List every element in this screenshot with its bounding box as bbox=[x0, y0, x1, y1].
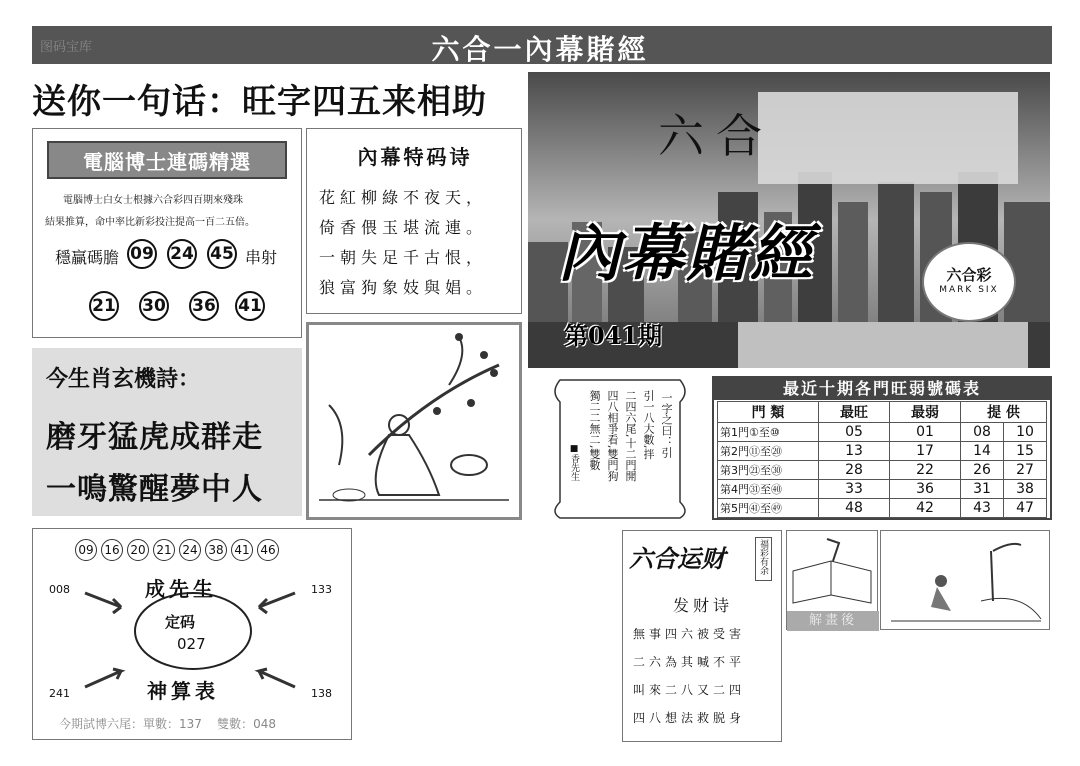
max-cell: 33 bbox=[819, 480, 890, 499]
mark-six-logo-en: MARK SIX bbox=[939, 285, 999, 295]
stable-label: 穩贏碼膽 bbox=[55, 248, 120, 267]
special-poem-line: 狼富狗象妓與娼。 bbox=[319, 278, 488, 297]
top-number: 46 bbox=[257, 539, 279, 561]
calc-center-label: 定码 bbox=[165, 613, 196, 631]
provide-cell: 08 bbox=[961, 423, 1004, 442]
computer-pick-desc-2: 結果推算，命中率比新彩投注提高一百二五倍。 bbox=[45, 217, 255, 228]
special-poem-title: 內幕特码诗 bbox=[357, 145, 473, 169]
fortune-poem-line: 無事四六被受害 bbox=[633, 627, 746, 641]
range-from: ⑪ bbox=[749, 445, 760, 458]
gate-name: 第1門 bbox=[720, 426, 749, 439]
calc-title-top: 成先生 bbox=[145, 577, 217, 601]
calc-arrows bbox=[33, 529, 351, 739]
provide-cell: 26 bbox=[961, 461, 1004, 480]
max-cell: 05 bbox=[819, 423, 890, 442]
range-to: ㉚ bbox=[771, 464, 782, 477]
gate-cell bbox=[718, 499, 819, 518]
range-connector: 至 bbox=[758, 426, 770, 439]
scholar-illustration bbox=[306, 322, 522, 520]
gate-name: 第3門 bbox=[720, 464, 749, 477]
max-cell: 48 bbox=[819, 499, 890, 518]
scroll-text: 獨二二無二,雙數 bbox=[588, 390, 601, 471]
scroll-text: 一字之曰：引 bbox=[660, 392, 673, 458]
provide-cell: 27 bbox=[1004, 461, 1047, 480]
computer-pick-box bbox=[32, 128, 302, 338]
gate-cell bbox=[718, 480, 819, 499]
calc-bottom-text: 今期試博六尾：單數：137 雙數：048 bbox=[59, 717, 277, 731]
book-illustration bbox=[786, 530, 878, 630]
gate-table-header-cell: 提 供 bbox=[961, 402, 1047, 423]
min-cell: 22 bbox=[890, 461, 961, 480]
min-cell: 36 bbox=[890, 480, 961, 499]
scholar-drawing bbox=[309, 325, 519, 517]
provide-cell: 31 bbox=[961, 480, 1004, 499]
top-number: 38 bbox=[205, 539, 227, 561]
calc-title-bottom: 神算表 bbox=[147, 679, 219, 703]
gate-table-header-cell: 最旺 bbox=[819, 402, 890, 423]
gate-table bbox=[717, 401, 1047, 518]
gate-table-header-cell: 最弱 bbox=[890, 402, 961, 423]
banner bbox=[528, 72, 1050, 368]
scroll-text: 二四六尾,十二門開 bbox=[624, 390, 637, 482]
fortune-poem-line: 叫來二八又二四 bbox=[633, 683, 746, 697]
range-from: ① bbox=[749, 426, 759, 439]
gate-cell bbox=[718, 423, 819, 442]
zodiac-poem-line: 磨牙猛虎成群走 bbox=[46, 420, 263, 455]
fortune-stamp: 福彩有余 bbox=[755, 537, 772, 581]
scroll-box bbox=[540, 372, 700, 520]
range-connector: 至 bbox=[760, 502, 771, 515]
fortune-poem-title: 发财诗 bbox=[672, 596, 733, 615]
table-row bbox=[718, 461, 1047, 480]
top-number: 21 bbox=[153, 539, 175, 561]
special-poem-box bbox=[306, 128, 522, 314]
table-row bbox=[718, 442, 1047, 461]
range-connector: 至 bbox=[760, 483, 771, 496]
table-row bbox=[718, 480, 1047, 499]
string-number: 41 bbox=[235, 291, 265, 321]
calc-corner-tr: 133 bbox=[311, 583, 332, 596]
top-number: 41 bbox=[231, 539, 253, 561]
top-number: 20 bbox=[127, 539, 149, 561]
slogan: 送你一句话：旺字四五来相助 bbox=[32, 82, 487, 122]
gate-name: 第2門 bbox=[720, 445, 749, 458]
issue-number: 第041期 bbox=[564, 321, 663, 350]
figure-drawing bbox=[881, 531, 1049, 629]
fortune-poem-line: 四八想法救脱身 bbox=[633, 711, 746, 725]
computer-pick-desc-1: 電腦博士白女士根據六合彩四百期來殘珠 bbox=[63, 195, 243, 206]
stable-number: 24 bbox=[167, 239, 197, 269]
provide-cell: 38 bbox=[1004, 480, 1047, 499]
gate-table-header-cell: 門 類 bbox=[718, 402, 819, 423]
min-cell: 42 bbox=[890, 499, 961, 518]
special-poem-line: 一朝失足千古恨， bbox=[319, 248, 488, 267]
provide-cell: 47 bbox=[1004, 499, 1047, 518]
provide-cell: 14 bbox=[961, 442, 1004, 461]
string-label: 串射 bbox=[245, 248, 278, 267]
string-number: 21 bbox=[89, 291, 119, 321]
fortune-poem-line: 二六為其喊不平 bbox=[633, 655, 746, 669]
calc-corner-bl: 241 bbox=[49, 687, 70, 700]
min-cell: 17 bbox=[890, 442, 961, 461]
special-poem-line: 花紅柳綠不夜天， bbox=[319, 188, 488, 207]
zodiac-poem-title: 今生肖玄機詩： bbox=[46, 367, 201, 392]
header-title: 六合一內幕賭經 bbox=[431, 33, 649, 66]
range-to: ㊾ bbox=[771, 502, 782, 515]
range-connector: 至 bbox=[760, 464, 771, 477]
mark-six-logo-cn: 六合彩 bbox=[946, 266, 992, 284]
scroll-signature: ■香先生 bbox=[569, 444, 579, 481]
fortune-box bbox=[622, 530, 782, 742]
range-to: ㊵ bbox=[771, 483, 782, 496]
banner-main-text: 內幕賭經 bbox=[558, 217, 815, 290]
scroll-shape bbox=[540, 372, 700, 520]
range-to: ⑩ bbox=[769, 426, 780, 439]
top-number: 09 bbox=[75, 539, 97, 561]
gate-table-box bbox=[712, 376, 1052, 520]
top-number: 16 bbox=[101, 539, 123, 561]
banner-top-text: 六合 bbox=[658, 109, 774, 163]
computer-pick-title: 電腦博士連碼精選 bbox=[47, 141, 287, 179]
max-cell: 28 bbox=[819, 461, 890, 480]
range-to: ⑳ bbox=[771, 445, 782, 458]
gate-cell bbox=[718, 442, 819, 461]
provide-cell: 43 bbox=[961, 499, 1004, 518]
string-number: 36 bbox=[189, 291, 219, 321]
range-from: ㉛ bbox=[749, 483, 760, 496]
table-row bbox=[718, 499, 1047, 518]
gate-cell bbox=[718, 461, 819, 480]
book-icon bbox=[787, 531, 877, 611]
mark-six-logo bbox=[922, 242, 1016, 322]
header-left-tag: 图码宝库 bbox=[40, 40, 93, 55]
stable-number: 09 bbox=[127, 239, 157, 269]
range-from: ㊶ bbox=[749, 502, 760, 515]
top-number: 24 bbox=[179, 539, 201, 561]
calc-box bbox=[32, 528, 352, 740]
zodiac-poem-line: 一鳴驚醒夢中人 bbox=[46, 472, 263, 507]
scroll-text: 四八相爭看,雙門狗 bbox=[606, 390, 619, 482]
table-row bbox=[718, 423, 1047, 442]
provide-cell: 10 bbox=[1004, 423, 1047, 442]
calc-corner-br: 138 bbox=[311, 687, 332, 700]
provide-cell: 15 bbox=[1004, 442, 1047, 461]
range-connector: 至 bbox=[760, 445, 771, 458]
gate-table-header bbox=[718, 402, 1047, 423]
stable-number: 45 bbox=[207, 239, 237, 269]
zodiac-poem-box bbox=[32, 348, 302, 516]
calc-corner-tl: 008 bbox=[49, 583, 70, 596]
gate-table-title: 最近十期各門旺弱號碼表 bbox=[714, 378, 1050, 400]
fortune-title: 六合运财 bbox=[629, 544, 725, 573]
figure-illustration bbox=[880, 530, 1050, 630]
special-poem-line: 倚香偎玉堪流連。 bbox=[319, 218, 488, 237]
string-number: 30 bbox=[139, 291, 169, 321]
calc-center-value: 027 bbox=[177, 635, 206, 653]
min-cell: 01 bbox=[890, 423, 961, 442]
max-cell: 13 bbox=[819, 442, 890, 461]
range-from: ㉑ bbox=[749, 464, 760, 477]
scroll-text: 引一八大數,拌 bbox=[642, 390, 655, 460]
gate-name: 第4門 bbox=[720, 483, 749, 496]
decor-label: 解畫後 bbox=[787, 611, 879, 631]
gate-name: 第5門 bbox=[720, 502, 749, 515]
